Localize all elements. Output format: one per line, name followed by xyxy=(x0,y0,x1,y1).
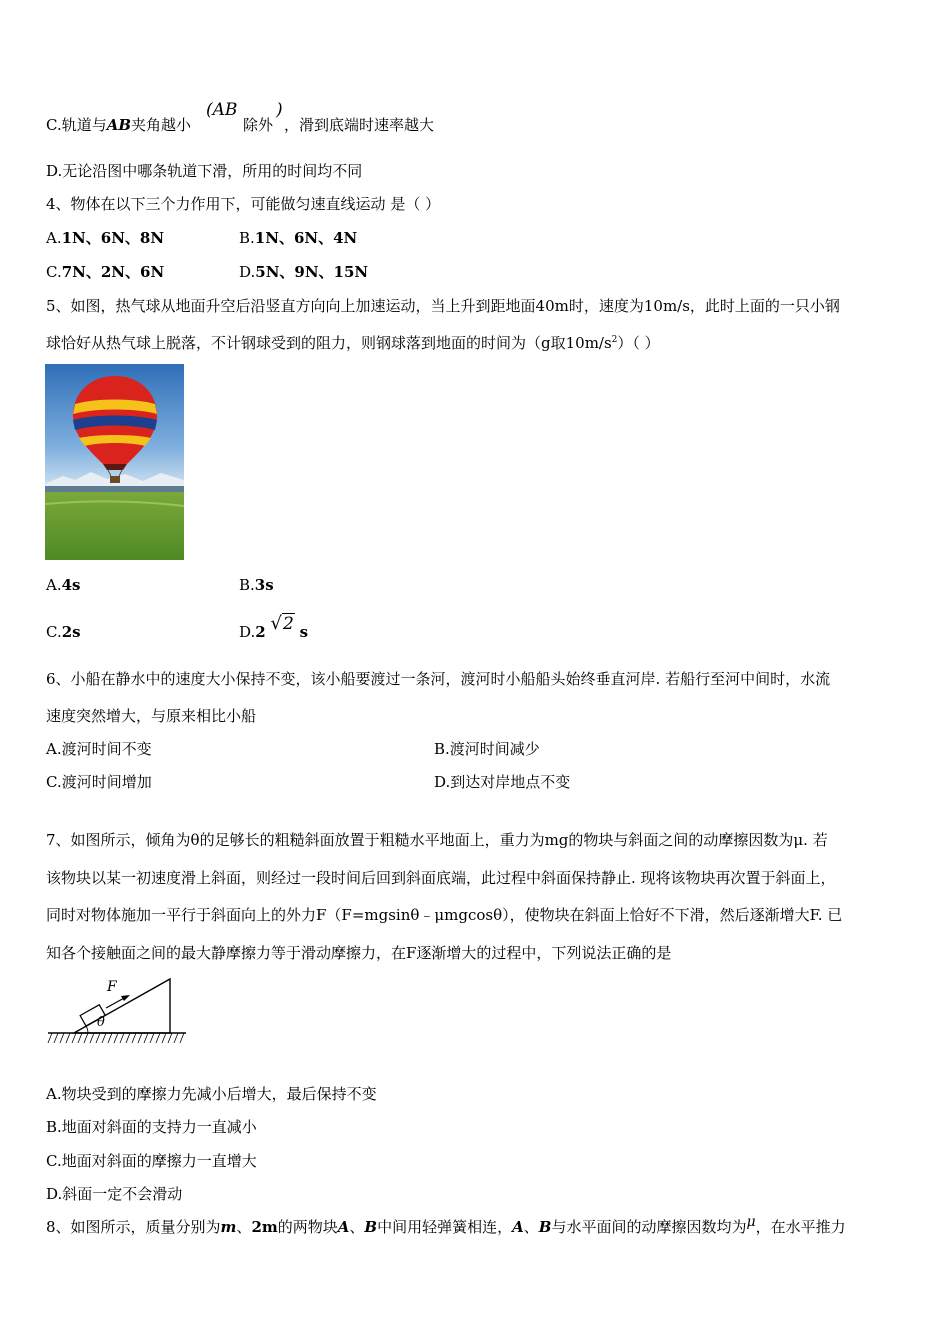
segment-ab-math: AB xyxy=(212,100,238,120)
sqrt-expression: √2 xyxy=(270,613,294,634)
q4-option-b: B.1N、6N、4N xyxy=(239,229,358,247)
q3-option-c-text: 夹角越小 xyxy=(131,116,192,134)
q5-stem-line2: 球恰好从热气球上脱落，不计钢球受到的阻力，则钢球落到地面的时间为（g取$10m/s^2$）（ ） xyxy=(46,334,660,352)
q6-option-a: A.渡河时间不变 xyxy=(46,740,152,758)
q3-option-c-end: ，滑到底端时速率越大 xyxy=(284,116,435,134)
q6-stem-line1: 6、小船在静水中的速度大小保持不变，该小船要渡过一条河，渡河时小船船头始终垂直河岸. 若船行至河中间时，水流 xyxy=(46,670,831,688)
q4-option-a: A.1N、6N、8N xyxy=(46,229,165,247)
q7-stem-line2: 该物块以某一初速度滑上斜面，则经过一段时间后回到斜面底端，此过程中斜面保持静止. 现将该物块再次置于斜面上， xyxy=(46,869,836,887)
mu-symbol: μ xyxy=(746,1214,756,1230)
q3-option-d: D.无论沿图中哪条轨道下滑，所用的时间均不同 xyxy=(46,162,363,180)
angle-label: θ xyxy=(97,1015,105,1030)
q6-option-d: D.到达对岸地点不变 xyxy=(434,773,571,791)
q5-option-a: A.4s xyxy=(46,576,81,594)
q3-option-c xyxy=(46,115,191,135)
q3-paren-close: ) xyxy=(276,100,283,120)
q4-option-c: C.7N、2N、6N xyxy=(46,263,165,281)
q6-option-c: C.渡河时间增加 xyxy=(46,773,152,791)
hot-air-balloon-image xyxy=(45,364,184,560)
q5-stem-line1: 5、如图，热气球从地面升空后沿竖直方向向上加速运动，当上升到距地面40m时，速度为10m/s，此时上面的一只小钢 xyxy=(46,297,840,315)
q7-option-d: D.斜面一定不会滑动 xyxy=(46,1185,183,1203)
q7-stem-line4: 知各个接触面之间的最大静摩擦力等于滑动摩擦力，在F逐渐增大的过程中，下列说法正确的是 xyxy=(46,944,672,962)
q7-stem-line3: 同时对物体施加一平行于斜面向上的外力F（F=mgsinθ﹣μmgcosθ），使物块在斜面上恰好不下滑，然后逐渐增大F. 已 xyxy=(46,906,843,924)
q7-stem-line1: 7、如图所示，倾角为θ的足够长的粗糙斜面放置于粗糙水平地面上，重力为mg的物块与斜面之间的动摩擦因数为μ. 若 xyxy=(46,831,828,849)
q3-option-c-label: C.轨道与 xyxy=(46,116,107,134)
segment-ab: AB xyxy=(106,116,132,134)
q7-option-b: B.地面对斜面的支持力一直减小 xyxy=(46,1118,257,1136)
q5-option-d: D.2 √2 s xyxy=(239,613,309,641)
q3-except: 除外 xyxy=(243,116,274,134)
q5-option-b: B.3s xyxy=(239,576,274,594)
force-label: F xyxy=(107,979,117,995)
q8-stem: 8、如图所示，质量分别为m、2m的两物块A、B中间用轻弹簧相连，A、B与水平面间的动摩擦因数均为μ，在水平推力 xyxy=(46,1214,846,1236)
q6-stem-line2: 速度突然增大，与原来相比小船 xyxy=(46,707,257,725)
q7-option-c: C.地面对斜面的摩擦力一直增大 xyxy=(46,1152,257,1170)
q5-option-c: C.2s xyxy=(46,623,81,641)
q3-paren-open: (AB xyxy=(206,100,238,120)
exponent: 2 xyxy=(611,335,618,345)
q4-option-d: D.5N、9N、15N xyxy=(239,263,369,281)
q6-option-b: B.渡河时间减少 xyxy=(434,740,540,758)
incline-diagram xyxy=(46,975,188,1047)
q7-option-a: A.物块受到的摩擦力先减小后增大，最后保持不变 xyxy=(46,1085,377,1103)
q4-stem: 4、物体在以下三个力作用下，可能做匀速直线运动 是（ ） xyxy=(46,195,441,213)
